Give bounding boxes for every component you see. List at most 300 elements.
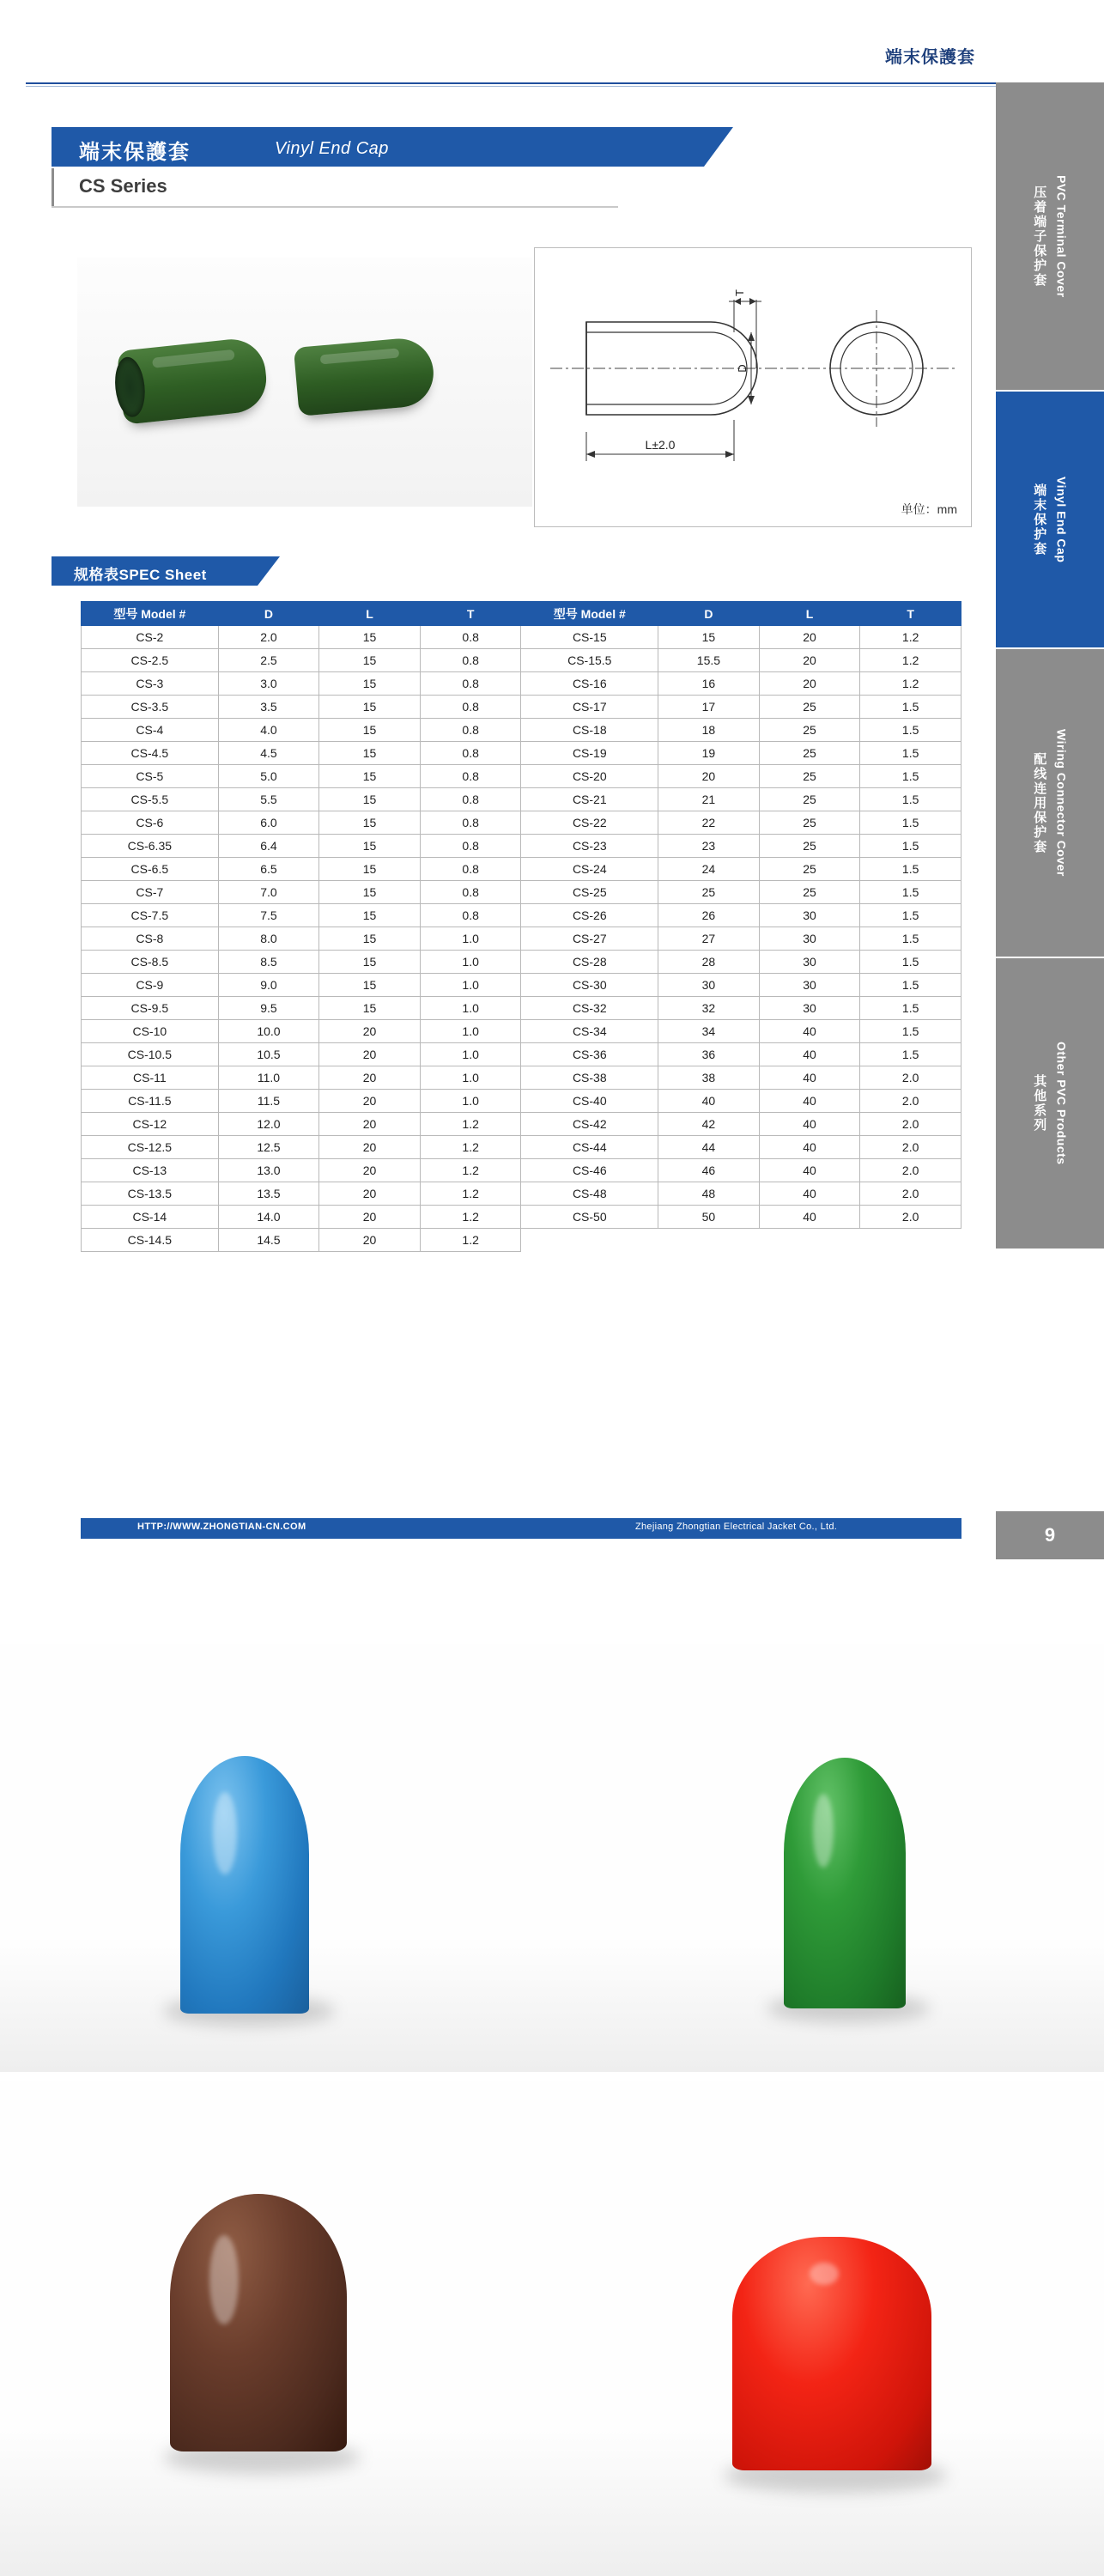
- cell-t-left: 0.8: [420, 881, 521, 904]
- col-l-right: L: [759, 602, 860, 626]
- cell-t-right: 2.0: [860, 1066, 961, 1090]
- side-tab-4[interactable]: [996, 958, 1104, 1250]
- table-row: [82, 696, 961, 719]
- table-row: [82, 1020, 961, 1043]
- table-row: [82, 1159, 961, 1182]
- cell-l-right: 40: [759, 1136, 860, 1159]
- cell-l-left: 15: [319, 672, 421, 696]
- side-tab-label-en: Wiring Connector Cover: [1054, 729, 1069, 877]
- table-row: [82, 672, 961, 696]
- cell-d-right: 16: [658, 672, 760, 696]
- cell-model-left: CS-7: [82, 881, 219, 904]
- table-row: [82, 858, 961, 881]
- cell-model-left: CS-14: [82, 1206, 219, 1229]
- cell-d-left: 4.0: [218, 719, 319, 742]
- cell-d-left: 8.5: [218, 951, 319, 974]
- cell-t-left: 0.8: [420, 765, 521, 788]
- cell-l-right: 40: [759, 1182, 860, 1206]
- cell-model-left: CS-5.5: [82, 788, 219, 811]
- cell-t-right: 1.5: [860, 1020, 961, 1043]
- blue-cap-highlight: [213, 1792, 237, 1874]
- cell-t-left: 1.0: [420, 951, 521, 974]
- cell-l-right: 20: [759, 649, 860, 672]
- cell-d-right: 17: [658, 696, 760, 719]
- cell-d-right: 42: [658, 1113, 760, 1136]
- cell-d-left: 14.0: [218, 1206, 319, 1229]
- cell-l-right: 40: [759, 1066, 860, 1090]
- cell-t-left: 1.2: [420, 1159, 521, 1182]
- table-row: [82, 811, 961, 835]
- cell-d-left: 10.0: [218, 1020, 319, 1043]
- cell-d-left: 3.0: [218, 672, 319, 696]
- series-rule: [52, 206, 618, 208]
- cell-l-left: 15: [319, 881, 421, 904]
- cell-l-left: 20: [319, 1020, 421, 1043]
- cell-d-left: 9.0: [218, 974, 319, 997]
- cell-model-right: CS-27: [521, 927, 658, 951]
- cell-model-left: CS-6.5: [82, 858, 219, 881]
- green-cap-highlight: [813, 1794, 834, 1868]
- cell-l-left: 15: [319, 997, 421, 1020]
- cell-l-right: [759, 1229, 860, 1252]
- cell-model-left: CS-3.5: [82, 696, 219, 719]
- cell-l-left: 15: [319, 974, 421, 997]
- cell-model-right: CS-38: [521, 1066, 658, 1090]
- table-row: [82, 742, 961, 765]
- table-row: [82, 1182, 961, 1206]
- cell-l-left: 15: [319, 788, 421, 811]
- cell-d-right: 15.5: [658, 649, 760, 672]
- cell-d-right: 34: [658, 1020, 760, 1043]
- cell-d-left: 2.0: [218, 626, 319, 649]
- cell-t-right: 2.0: [860, 1113, 961, 1136]
- cell-model-left: CS-7.5: [82, 904, 219, 927]
- svg-text:D: D: [736, 364, 749, 373]
- table-row: [82, 974, 961, 997]
- cell-model-left: CS-14.5: [82, 1229, 219, 1252]
- cell-model-right: CS-22: [521, 811, 658, 835]
- side-tab-2[interactable]: [996, 392, 1104, 649]
- cell-t-left: 1.2: [420, 1206, 521, 1229]
- cell-model-left: CS-3: [82, 672, 219, 696]
- col-l-left: L: [319, 602, 421, 626]
- cell-l-right: 30: [759, 974, 860, 997]
- cell-l-right: 40: [759, 1020, 860, 1043]
- table-row: [82, 997, 961, 1020]
- cell-d-left: 6.4: [218, 835, 319, 858]
- cell-model-right: CS-44: [521, 1136, 658, 1159]
- footer-website: HTTP://WWW.ZHONGTIAN-CN.COM: [137, 1522, 306, 1532]
- cell-model-right: CS-50: [521, 1206, 658, 1229]
- cell-l-right: 25: [759, 881, 860, 904]
- cell-d-left: 13.0: [218, 1159, 319, 1182]
- cell-model-left: CS-4.5: [82, 742, 219, 765]
- side-tab-label-cn: 其他系列: [1032, 1074, 1047, 1133]
- cell-l-left: 15: [319, 858, 421, 881]
- cell-model-left: CS-6: [82, 811, 219, 835]
- cell-t-right: 1.5: [860, 904, 961, 927]
- header-rule: [26, 82, 996, 84]
- cell-l-right: 20: [759, 672, 860, 696]
- cell-model-right: CS-34: [521, 1020, 658, 1043]
- cell-d-left: 7.0: [218, 881, 319, 904]
- cell-d-left: 10.5: [218, 1043, 319, 1066]
- cell-d-right: 25: [658, 881, 760, 904]
- table-row: [82, 1136, 961, 1159]
- cell-d-left: 14.5: [218, 1229, 319, 1252]
- cell-model-right: CS-15.5: [521, 649, 658, 672]
- cell-model-right: CS-30: [521, 974, 658, 997]
- cell-t-left: 1.2: [420, 1136, 521, 1159]
- cell-l-right: 25: [759, 858, 860, 881]
- cell-model-left: CS-9.5: [82, 997, 219, 1020]
- side-tab-label-en: PVC Terminal Cover: [1054, 174, 1069, 298]
- cell-model-right: CS-23: [521, 835, 658, 858]
- cell-l-right: 25: [759, 765, 860, 788]
- cell-model-right: CS-18: [521, 719, 658, 742]
- cell-t-left: 1.2: [420, 1229, 521, 1252]
- cell-l-left: 15: [319, 811, 421, 835]
- cell-t-left: 0.8: [420, 788, 521, 811]
- table-row: [82, 719, 961, 742]
- cell-model-right: CS-40: [521, 1090, 658, 1113]
- green-end-cap: [784, 1758, 906, 2008]
- cell-t-left: 1.2: [420, 1113, 521, 1136]
- cell-d-right: 32: [658, 997, 760, 1020]
- cell-t-right: 1.5: [860, 974, 961, 997]
- cell-d-right: 23: [658, 835, 760, 858]
- cell-d-right: 48: [658, 1182, 760, 1206]
- spec-sheet-heading: 规格表SPEC Sheet: [74, 567, 207, 583]
- header-rule-secondary: [26, 86, 996, 87]
- cell-model-right: CS-42: [521, 1113, 658, 1136]
- cell-l-right: 20: [759, 626, 860, 649]
- cell-l-right: 25: [759, 835, 860, 858]
- cell-t-left: 1.0: [420, 974, 521, 997]
- cell-d-right: 26: [658, 904, 760, 927]
- cell-model-left: CS-12: [82, 1113, 219, 1136]
- cell-t-right: 1.5: [860, 788, 961, 811]
- cell-l-left: 15: [319, 626, 421, 649]
- cell-l-left: 15: [319, 765, 421, 788]
- cell-l-left: 15: [319, 927, 421, 951]
- cell-d-left: 11.5: [218, 1090, 319, 1113]
- cell-l-left: 20: [319, 1043, 421, 1066]
- cell-t-right: 1.2: [860, 626, 961, 649]
- cell-t-left: 0.8: [420, 719, 521, 742]
- table-row: [82, 649, 961, 672]
- col-d-left: D: [218, 602, 319, 626]
- cell-l-right: 25: [759, 742, 860, 765]
- table-row: [82, 835, 961, 858]
- running-header: 端末保護套: [885, 48, 975, 67]
- cell-l-left: 20: [319, 1090, 421, 1113]
- cell-d-left: 5.0: [218, 765, 319, 788]
- cell-d-right: 44: [658, 1136, 760, 1159]
- cell-model-right: CS-21: [521, 788, 658, 811]
- cell-t-left: 1.2: [420, 1182, 521, 1206]
- cell-model-right: CS-19: [521, 742, 658, 765]
- cell-d-left: 3.5: [218, 696, 319, 719]
- cell-model-right: CS-28: [521, 951, 658, 974]
- cell-d-left: 8.0: [218, 927, 319, 951]
- col-model-right: 型号 Model #: [521, 602, 658, 626]
- cell-t-right: 1.5: [860, 696, 961, 719]
- cell-model-right: CS-48: [521, 1182, 658, 1206]
- side-tab-label-cn: 压着端子保护套: [1032, 185, 1047, 288]
- cell-model-left: CS-8: [82, 927, 219, 951]
- cell-l-left: 20: [319, 1136, 421, 1159]
- cell-l-right: 30: [759, 927, 860, 951]
- table-row: [82, 1090, 961, 1113]
- cell-t-left: 0.8: [420, 696, 521, 719]
- cell-t-right: 1.5: [860, 835, 961, 858]
- cell-d-right: 21: [658, 788, 760, 811]
- table-row: [82, 626, 961, 649]
- cell-l-right: 40: [759, 1090, 860, 1113]
- cell-d-right: 46: [658, 1159, 760, 1182]
- cell-t-left: 0.8: [420, 742, 521, 765]
- cell-model-left: CS-12.5: [82, 1136, 219, 1159]
- cell-model-left: CS-10.5: [82, 1043, 219, 1066]
- cell-l-left: 20: [319, 1066, 421, 1090]
- side-tab-label-en: Vinyl End Cap: [1054, 476, 1069, 563]
- table-row: [82, 1043, 961, 1066]
- table-row: [82, 1206, 961, 1229]
- cell-t-left: 0.8: [420, 626, 521, 649]
- side-tab-label-cn: 配线连用保护套: [1032, 751, 1047, 854]
- cell-l-right: 25: [759, 696, 860, 719]
- cell-model-right: CS-20: [521, 765, 658, 788]
- cell-t-left: 0.8: [420, 649, 521, 672]
- cell-d-left: 6.5: [218, 858, 319, 881]
- cell-d-right: [658, 1229, 760, 1252]
- table-row: [82, 904, 961, 927]
- cell-d-left: 13.5: [218, 1182, 319, 1206]
- cell-l-right: 25: [759, 719, 860, 742]
- cell-l-left: 20: [319, 1229, 421, 1252]
- cell-t-left: 0.8: [420, 672, 521, 696]
- cell-model-right: CS-46: [521, 1159, 658, 1182]
- cell-d-left: 4.5: [218, 742, 319, 765]
- spec-table: [81, 601, 961, 1252]
- svg-text:T: T: [733, 289, 746, 296]
- brown-cap-highlight: [209, 2235, 239, 2324]
- cell-model-left: CS-2: [82, 626, 219, 649]
- gallery-photo-blue: [0, 1644, 552, 2072]
- product-title-cn: 端末保護套: [79, 141, 191, 164]
- cell-t-left: 1.0: [420, 1090, 521, 1113]
- cell-d-right: 50: [658, 1206, 760, 1229]
- cell-l-right: 25: [759, 811, 860, 835]
- page-number: 9: [996, 1511, 1104, 1559]
- side-tab-label-en: Other PVC Products: [1054, 1042, 1069, 1165]
- table-row: [82, 1229, 961, 1252]
- cell-l-right: 40: [759, 1159, 860, 1182]
- cell-model-left: CS-4: [82, 719, 219, 742]
- cell-model-left: CS-10: [82, 1020, 219, 1043]
- cell-model-right: CS-36: [521, 1043, 658, 1066]
- cell-t-right: 1.2: [860, 649, 961, 672]
- cell-d-right: 27: [658, 927, 760, 951]
- cell-model-right: CS-32: [521, 997, 658, 1020]
- cell-d-left: 12.5: [218, 1136, 319, 1159]
- cell-d-right: 24: [658, 858, 760, 881]
- cell-l-right: 30: [759, 951, 860, 974]
- cell-t-left: 0.8: [420, 858, 521, 881]
- product-photo-cap-open: [117, 336, 270, 424]
- drawing-unit-label: 单位：mm: [901, 502, 957, 516]
- cell-d-right: 20: [658, 765, 760, 788]
- cell-d-right: 30: [658, 974, 760, 997]
- footer-company: Zhejiang Zhongtian Electrical Jacket Co., Ltd.: [635, 1522, 838, 1532]
- cell-model-right: [521, 1229, 658, 1252]
- table-row: [82, 927, 961, 951]
- table-row: [82, 788, 961, 811]
- cell-model-right: CS-16: [521, 672, 658, 696]
- cell-l-right: 25: [759, 788, 860, 811]
- cell-t-right: 2.0: [860, 1090, 961, 1113]
- cell-d-right: 15: [658, 626, 760, 649]
- cell-d-left: 7.5: [218, 904, 319, 927]
- blue-end-cap: [180, 1756, 309, 2014]
- cell-l-right: 40: [759, 1113, 860, 1136]
- col-model-left: 型号 Model #: [82, 602, 219, 626]
- cell-model-right: CS-26: [521, 904, 658, 927]
- spec-table-body: [82, 626, 961, 1252]
- cell-model-left: CS-6.35: [82, 835, 219, 858]
- cell-t-right: 1.2: [860, 672, 961, 696]
- cell-model-left: CS-11: [82, 1066, 219, 1090]
- side-tab-rail: [996, 82, 1104, 1546]
- col-t-left: T: [420, 602, 521, 626]
- svg-text:L±2.0: L±2.0: [645, 438, 676, 452]
- brown-end-cap: [170, 2194, 347, 2451]
- cell-t-right: 1.5: [860, 858, 961, 881]
- cell-d-left: 2.5: [218, 649, 319, 672]
- cell-d-right: 40: [658, 1090, 760, 1113]
- col-t-right: T: [860, 602, 961, 626]
- cell-model-left: CS-13: [82, 1159, 219, 1182]
- cell-d-right: 19: [658, 742, 760, 765]
- cell-d-right: 28: [658, 951, 760, 974]
- drawing-svg: [535, 248, 973, 528]
- cell-l-left: 20: [319, 1182, 421, 1206]
- cell-d-right: 18: [658, 719, 760, 742]
- cell-t-right: 2.0: [860, 1159, 961, 1182]
- side-tab-label-cn: 端末保护套: [1032, 483, 1047, 556]
- cell-t-right: 1.5: [860, 951, 961, 974]
- table-row: [82, 1066, 961, 1090]
- side-tab-3[interactable]: [996, 649, 1104, 958]
- cell-l-right: 30: [759, 904, 860, 927]
- cell-t-right: 1.5: [860, 881, 961, 904]
- col-d-right: D: [658, 602, 760, 626]
- gallery-photo-brown: [0, 2081, 552, 2576]
- cell-model-right: CS-24: [521, 858, 658, 881]
- cell-model-right: CS-17: [521, 696, 658, 719]
- technical-drawing: [534, 247, 972, 527]
- cell-l-left: 15: [319, 696, 421, 719]
- red-cap-highlight: [810, 2263, 839, 2285]
- product-title-en: Vinyl End Cap: [275, 139, 389, 158]
- series-label: CS Series: [79, 175, 167, 197]
- cell-l-right: 40: [759, 1043, 860, 1066]
- cell-d-right: 22: [658, 811, 760, 835]
- cell-l-right: 30: [759, 997, 860, 1020]
- table-row: [82, 1113, 961, 1136]
- table-header-row: [82, 602, 961, 626]
- cell-d-left: 11.0: [218, 1066, 319, 1090]
- cell-l-left: 15: [319, 951, 421, 974]
- cell-model-left: CS-5: [82, 765, 219, 788]
- cell-d-left: 5.5: [218, 788, 319, 811]
- product-photo-cap-closed: [294, 336, 436, 416]
- cell-l-left: 15: [319, 835, 421, 858]
- cell-t-right: 2.0: [860, 1136, 961, 1159]
- cell-model-left: CS-11.5: [82, 1090, 219, 1113]
- cell-t-right: 1.5: [860, 927, 961, 951]
- cell-l-left: 20: [319, 1206, 421, 1229]
- gallery-photo-green: [552, 1644, 1104, 2072]
- cell-t-right: 1.5: [860, 765, 961, 788]
- cell-t-left: 1.0: [420, 927, 521, 951]
- photo-gallery: [0, 1584, 1104, 2576]
- cell-model-left: CS-2.5: [82, 649, 219, 672]
- cell-t-right: 1.5: [860, 1043, 961, 1066]
- cell-d-left: 6.0: [218, 811, 319, 835]
- cell-l-left: 20: [319, 1113, 421, 1136]
- cell-t-right: 2.0: [860, 1182, 961, 1206]
- cell-model-left: CS-9: [82, 974, 219, 997]
- cell-l-right: 40: [759, 1206, 860, 1229]
- cell-d-left: 12.0: [218, 1113, 319, 1136]
- cell-t-left: 0.8: [420, 835, 521, 858]
- cell-l-left: 20: [319, 1159, 421, 1182]
- cell-l-left: 15: [319, 649, 421, 672]
- table-row: [82, 765, 961, 788]
- product-photo: [77, 258, 532, 507]
- cell-model-left: CS-13.5: [82, 1182, 219, 1206]
- cell-t-left: 1.0: [420, 1020, 521, 1043]
- cell-t-left: 0.8: [420, 904, 521, 927]
- cell-t-right: 1.5: [860, 742, 961, 765]
- cell-t-left: 1.0: [420, 997, 521, 1020]
- cell-t-left: 1.0: [420, 1043, 521, 1066]
- cell-model-right: CS-15: [521, 626, 658, 649]
- cell-t-right: [860, 1229, 961, 1252]
- gallery-photo-red: [552, 2081, 1104, 2576]
- cell-l-left: 15: [319, 904, 421, 927]
- side-tab-1[interactable]: [996, 82, 1104, 392]
- cell-model-right: CS-25: [521, 881, 658, 904]
- cell-t-left: 0.8: [420, 811, 521, 835]
- cell-t-left: 1.0: [420, 1066, 521, 1090]
- cell-d-right: 38: [658, 1066, 760, 1090]
- table-row: [82, 881, 961, 904]
- cell-l-left: 15: [319, 719, 421, 742]
- cell-t-right: 1.5: [860, 997, 961, 1020]
- series-tick: [52, 168, 54, 208]
- cell-t-right: 2.0: [860, 1206, 961, 1229]
- cell-t-right: 1.5: [860, 719, 961, 742]
- cell-d-right: 36: [658, 1043, 760, 1066]
- cell-model-left: CS-8.5: [82, 951, 219, 974]
- cell-t-right: 1.5: [860, 811, 961, 835]
- table-row: [82, 951, 961, 974]
- cell-d-left: 9.5: [218, 997, 319, 1020]
- cell-l-left: 15: [319, 742, 421, 765]
